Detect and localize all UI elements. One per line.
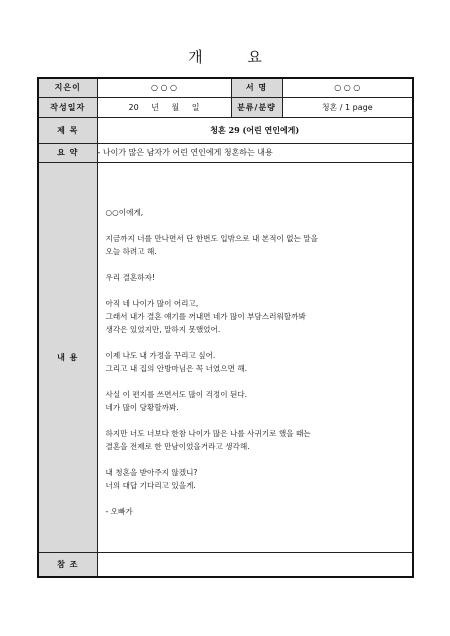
letter-paragraph: 우리 결혼하자! — [105, 272, 155, 282]
reference-value — [97, 552, 413, 577]
letter-paragraph: 하지만 너도 너보다 한참 나이가 많은 나를 사귀기로 했을 때는 결혼을 전제로 한 만남이었을거라고 생각해. — [105, 428, 311, 451]
date-row — [38, 97, 413, 117]
letter-paragraph: 내 청혼을 받아주지 않겠니? 너의 대답 기다리고 있을게. — [105, 467, 198, 490]
title-label: 제 목 — [38, 117, 97, 143]
content-label: 내 용 — [38, 162, 97, 552]
content-cell — [97, 162, 413, 552]
overview-form-table — [37, 77, 414, 578]
summary-value: - 나이가 많은 남자가 어린 연인에게 청혼하는 내용 — [97, 143, 413, 162]
letter-greeting: ○○이에게, — [105, 207, 144, 217]
reference-label: 참 조 — [38, 552, 97, 577]
title-row — [38, 117, 413, 143]
date-label: 작성일자 — [38, 97, 97, 117]
author-label: 지은이 — [38, 78, 97, 97]
author-row — [38, 78, 413, 97]
signature-label: 서 명 — [231, 78, 282, 97]
title-value: 청혼 29 (어린 연인에게) — [97, 117, 413, 143]
author-value: ○ ○ ○ — [97, 78, 231, 97]
category-value: 청혼 / 1 page — [282, 97, 413, 117]
letter-paragraph: 지금까지 너를 만나면서 단 한번도 입밖으로 내 본적이 없는 말을 오늘 하려고 해. — [105, 233, 318, 256]
letter-paragraph: 아직 네 나이가 많이 어리고, 그래서 내가 결혼 얘기를 꺼내면 네가 많이 부담스러워할까봐 생각은 있었지만, 말하지 못했었어. — [105, 298, 306, 334]
date-value: 20 년 월 일 — [97, 97, 231, 117]
letter-paragraph: 사실 이 편지를 쓰면서도 많이 걱정이 된다. 네가 많이 당황할까봐. — [105, 389, 248, 412]
letter-paragraph: 이제 나도 내 가정을 꾸리고 싶어. 그리고 내 집의 안방마님은 꼭 너였으면 해. — [105, 350, 248, 373]
reference-row — [38, 552, 413, 577]
page-title: 개 요 — [188, 48, 282, 66]
summary-row — [38, 143, 413, 162]
summary-label: 요 약 — [38, 143, 97, 162]
category-label: 분류/분량 — [231, 97, 282, 117]
signature-value: ○ ○ ○ — [282, 78, 413, 97]
letter-body — [98, 184, 413, 518]
letter-signoff: - 오빠가 — [105, 506, 133, 516]
content-row — [38, 162, 413, 552]
